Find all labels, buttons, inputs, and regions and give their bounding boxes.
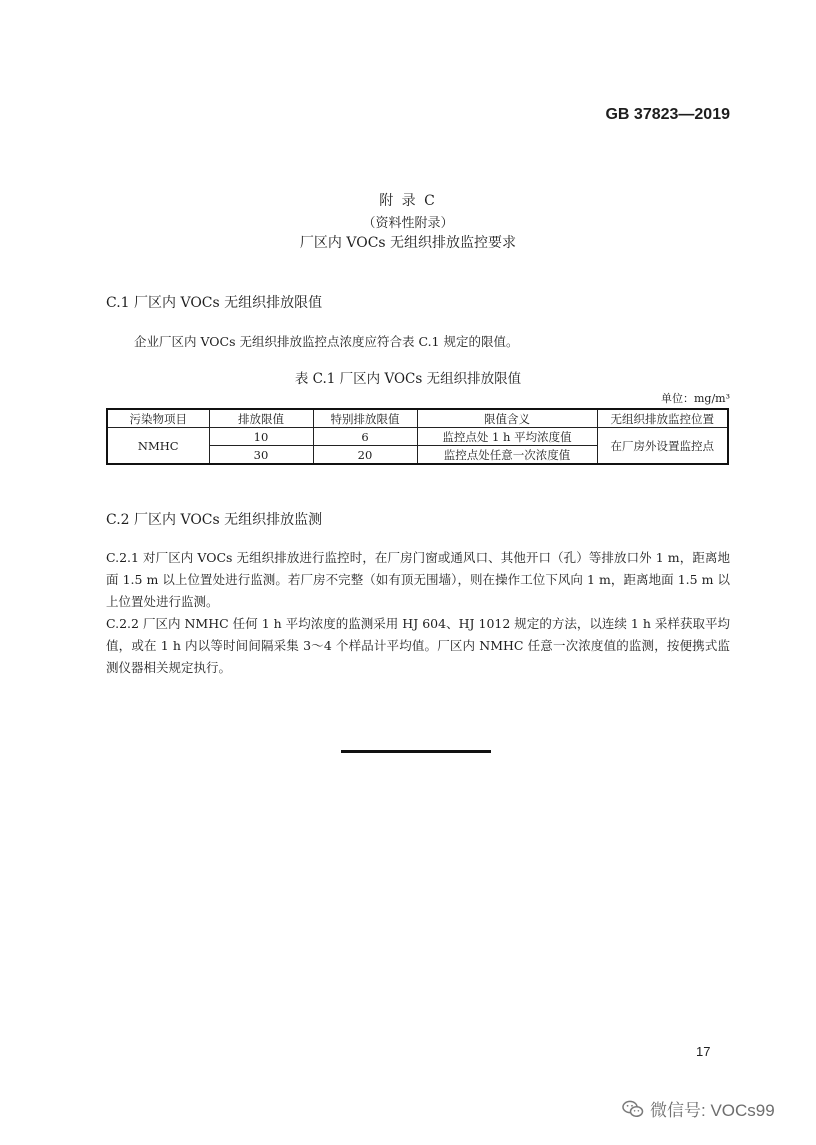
table-unit: 单位：mg/m³	[660, 392, 730, 405]
cell-meaning: 监控点处任意一次浓度值	[417, 446, 597, 465]
section-heading-c2: C.2 厂区内 VOCs 无组织排放监测	[106, 512, 323, 528]
clause-c221: C.2.1 对厂区内 VOCs 无组织排放进行监控时，在厂房门窗或通风口、其他开口（孔）等排放口外 1 m，距离地面 1.5 m 以上位置处进行监测。若厂房不完整（如有顶无围墙），则在操作工位下风向 1 m，距离地面 1.5 m 以上位置处进行监测。	[106, 550, 730, 609]
cell-location: 在厂房外设置监控点	[597, 428, 728, 465]
watermark-text: 微信号: VOCs99	[650, 1101, 775, 1120]
table-row	[107, 428, 728, 446]
cell-meaning: 监控点处 1 h 平均浓度值	[417, 428, 597, 446]
cell-pollutant: NMHC	[107, 428, 209, 465]
header-special-limit: 特别排放限值	[313, 409, 417, 428]
header-limit: 排放限值	[209, 409, 313, 428]
section-c1-paragraph: 企业厂区内 VOCs 无组织排放监控点浓度应符合表 C.1 规定的限值。	[134, 334, 519, 349]
cell-limit: 10	[209, 428, 313, 446]
watermark	[622, 1096, 775, 1121]
cell-special-limit: 6	[313, 428, 417, 446]
cell-special-limit: 20	[313, 446, 417, 465]
header-pollutant: 污染物项目	[107, 409, 209, 428]
page-number: 17	[696, 1044, 711, 1059]
cell-limit: 30	[209, 446, 313, 465]
header-location: 无组织排放监控位置	[597, 409, 728, 428]
table-header-row	[107, 409, 728, 428]
wechat-icon	[622, 1100, 644, 1118]
annex-name: 厂区内 VOCs 无组织排放监控要求	[299, 235, 517, 251]
annex-kind: （资料性附录）	[362, 216, 454, 231]
annex-title: 附 录 C	[379, 193, 437, 209]
limits-table	[106, 408, 729, 465]
standard-code: GB 37823—2019	[605, 106, 730, 123]
clause-c222: C.2.2 厂区内 NMHC 任何 1 h 平均浓度的监测采用 HJ 604、HJ 1012 规定的方法，以连续 1 h 采样获取平均值，或在 1 h 内以等时间间隔采集 3～4 个样品计平均值。厂区内 NMHC 任意一次浓度值的监测，按便携式监测仪器相关规定执行。	[106, 616, 730, 675]
section-heading-c1: C.1 厂区内 VOCs 无组织排放限值	[106, 295, 323, 311]
end-rule	[341, 750, 491, 753]
table-caption: 表 C.1 厂区内 VOCs 无组织排放限值	[294, 371, 522, 387]
header-meaning: 限值含义	[417, 409, 597, 428]
